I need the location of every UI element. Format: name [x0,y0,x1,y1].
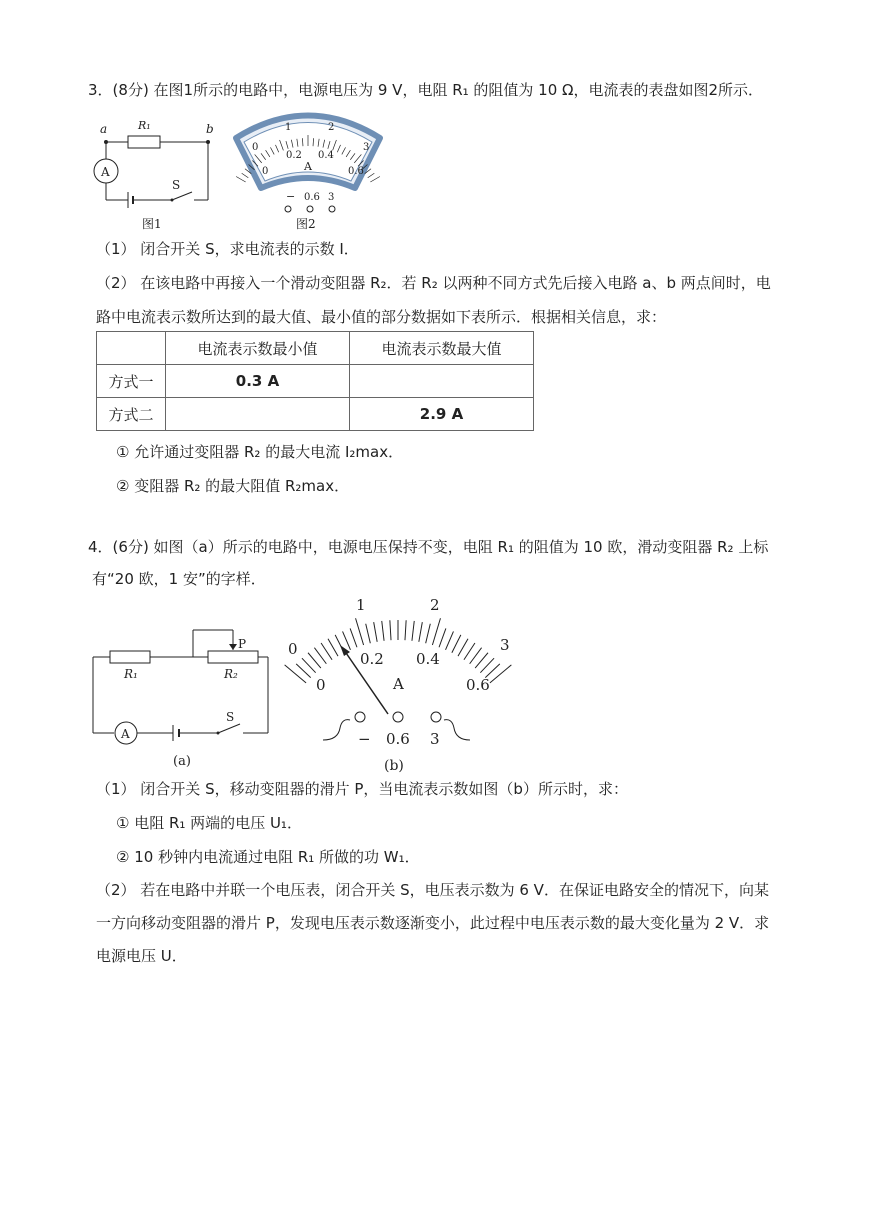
q4-part2-line2: 一方向移动变阻器的滑片 P，发现电压表示数逐渐变小，此过程中电压表示数的最大变化量为 2 V．求 [96,914,770,932]
scale-bottom-1: 0.2 [286,150,302,161]
q3-part1: （1） 闭合开关 S，求电流表的示数 I． [96,240,359,258]
scale-top-2: 2 [430,596,440,614]
figure-a-caption: (a) [173,754,191,769]
r1-resistor [128,136,160,148]
terminal-06: 0.6 [386,730,410,748]
scale-bottom-2: 0.4 [318,150,334,161]
unit-label: A [304,160,312,173]
scale-ticks [285,618,512,683]
r2-rheostat [208,651,258,663]
scale-tick [308,653,321,668]
table-cell: 2.9 A [350,398,534,431]
table-cell [166,398,350,431]
scale-tick [314,648,326,664]
scale-tick [426,624,431,643]
scale-tick [405,620,406,640]
ammeter-letter: A [101,165,110,179]
q4-heading-line1: 4．(6分) 如图（a）所示的电路中，电源电压保持不变，电阻 R₁ 的阻值为 10 欧，滑动变阻器 R₂ 上标 [88,538,769,556]
scale-tick [419,622,422,642]
q3-data-table [96,331,534,431]
terminal-post [393,712,403,722]
q4-sub2: ② 10 秒钟内电流通过电阻 R₁ 所做的功 W₁． [116,848,420,866]
scale-tick [242,173,249,177]
table-header-cell: 电流表示数最小值 [166,332,350,365]
table-header-cell [97,332,166,365]
scale-bottom-2: 0.4 [416,650,440,668]
q4-heading-line2: 有“20 欧，1 安”的字样． [92,570,266,588]
scale-top-3: 3 [363,142,370,153]
scale-bottom-1: 0.2 [360,650,384,668]
scale-tick [296,664,311,678]
figure2-caption: 图2 [296,217,316,231]
scale-bottom-0: 0 [316,676,326,694]
scale-tick [302,658,316,673]
q4-sub1: ① 电阻 R₁ 两端的电压 U₁． [116,814,302,832]
table-header-row [97,332,534,365]
scale-top-0: 0 [252,142,259,153]
r1-resistor [110,651,150,663]
scale-tick [464,643,475,660]
scale-tick [343,631,351,649]
scale-tick [366,624,371,643]
scale-tick [321,643,332,660]
q3-heading: 3．(8分) 在图1所示的电路中，电源电压为 9 V，电阻 R₁ 的阻值为 10 Ω，电流表的表盘如图2所示． [88,81,764,99]
scale-tick [374,622,377,642]
q4-figure-a-circuit [88,620,278,770]
scale-tick [432,618,440,645]
terminal-neg: − [286,190,296,203]
terminal-post [329,206,335,212]
figure1-caption: 图1 [142,217,162,231]
scale-tick [480,658,494,673]
table-cell: 方式一 [97,365,166,398]
terminal-3: 3 [430,730,440,748]
lead-wire [323,720,350,740]
slider-p-label: P [238,637,247,651]
lead-wire [444,720,470,740]
q3-part2-line2: 路中电流表示数所达到的最大值、最小值的部分数据如下表所示．根据相关信息，求： [96,308,667,326]
scale-top-2: 2 [328,122,335,133]
scale-tick [390,620,391,640]
r1-label: R₁ [138,119,151,132]
scale-tick [370,177,380,183]
scale-tick [356,618,364,645]
switch-label: S [172,178,181,192]
scale-top-3: 3 [500,636,510,654]
terminal-3: 3 [328,192,335,203]
terminal-post [285,206,291,212]
r1-label: R₁ [124,667,138,681]
scale-tick [236,177,246,183]
q3-figure1-circuit [88,115,223,233]
scale-bottom-3: 0.6 [348,166,364,177]
table-header-cell: 电流表示数最大值 [350,332,534,365]
scale-tick [470,648,482,664]
terminal-06: 0.6 [304,192,320,203]
switch-label: S [226,710,235,724]
scale-top-0: 0 [288,640,298,658]
q3-sub1: ① 允许通过变阻器 R₂ 的最大电流 I₂max． [116,443,404,461]
q4-part1: （1） 闭合开关 S，移动变阻器的滑片 P，当电流表示数如图（b）所示时，求： [96,780,628,798]
scale-tick [446,631,454,649]
scale-tick [382,621,384,641]
unit-label: A [393,675,404,693]
table-cell: 0.3 A [166,365,350,398]
scale-tick [368,173,375,177]
node-b-label: b [206,122,214,136]
scale-tick [458,639,468,656]
q4-part2-line3: 电源电压 U． [96,947,187,965]
scale-tick [328,639,338,656]
slider-arrow [229,644,237,650]
scale-top-1: 1 [285,122,292,133]
scale-tick [285,665,306,683]
terminal-neg: − [358,730,371,748]
scale-tick [490,665,511,683]
switch-symbol [218,724,240,733]
q4-figure-b-ammeter-dial [278,590,518,775]
table-cell [350,365,534,398]
terminal-post [355,712,365,722]
scale-tick [475,653,488,668]
figure-b-caption: (b) [384,758,404,774]
scale-tick [439,628,446,647]
table-cell: 方式二 [97,398,166,431]
q3-sub2: ② 变阻器 R₂ 的最大阻值 R₂max． [116,477,350,495]
q4-part2-line1: （2） 若在电路中并联一个电压表，闭合开关 S，电压表示数为 6 V．在保证电路安全的情况下，向某 [96,881,769,899]
scale-top-1: 1 [356,596,366,614]
scale-bottom-3: 0.6 [466,676,490,694]
table-row [97,365,534,398]
scale-bottom-0: 0 [262,166,269,177]
node-a-label: a [100,122,108,136]
terminal-post [307,206,313,212]
r2-label: R₂ [224,667,238,681]
switch-symbol [172,192,192,200]
q3-part2-line1: （2） 在该电路中再接入一个滑动变阻器 R₂．若 R₂ 以两种不同方式先后接入电路 a、b 两点间时，电 [96,274,771,292]
scale-tick [452,635,461,653]
terminal-post [431,712,441,722]
ammeter-letter: A [121,727,130,741]
scale-tick [350,628,357,647]
scale-tick [412,621,414,641]
table-row [97,398,534,431]
q3-figure2-ammeter-dial [230,98,390,233]
